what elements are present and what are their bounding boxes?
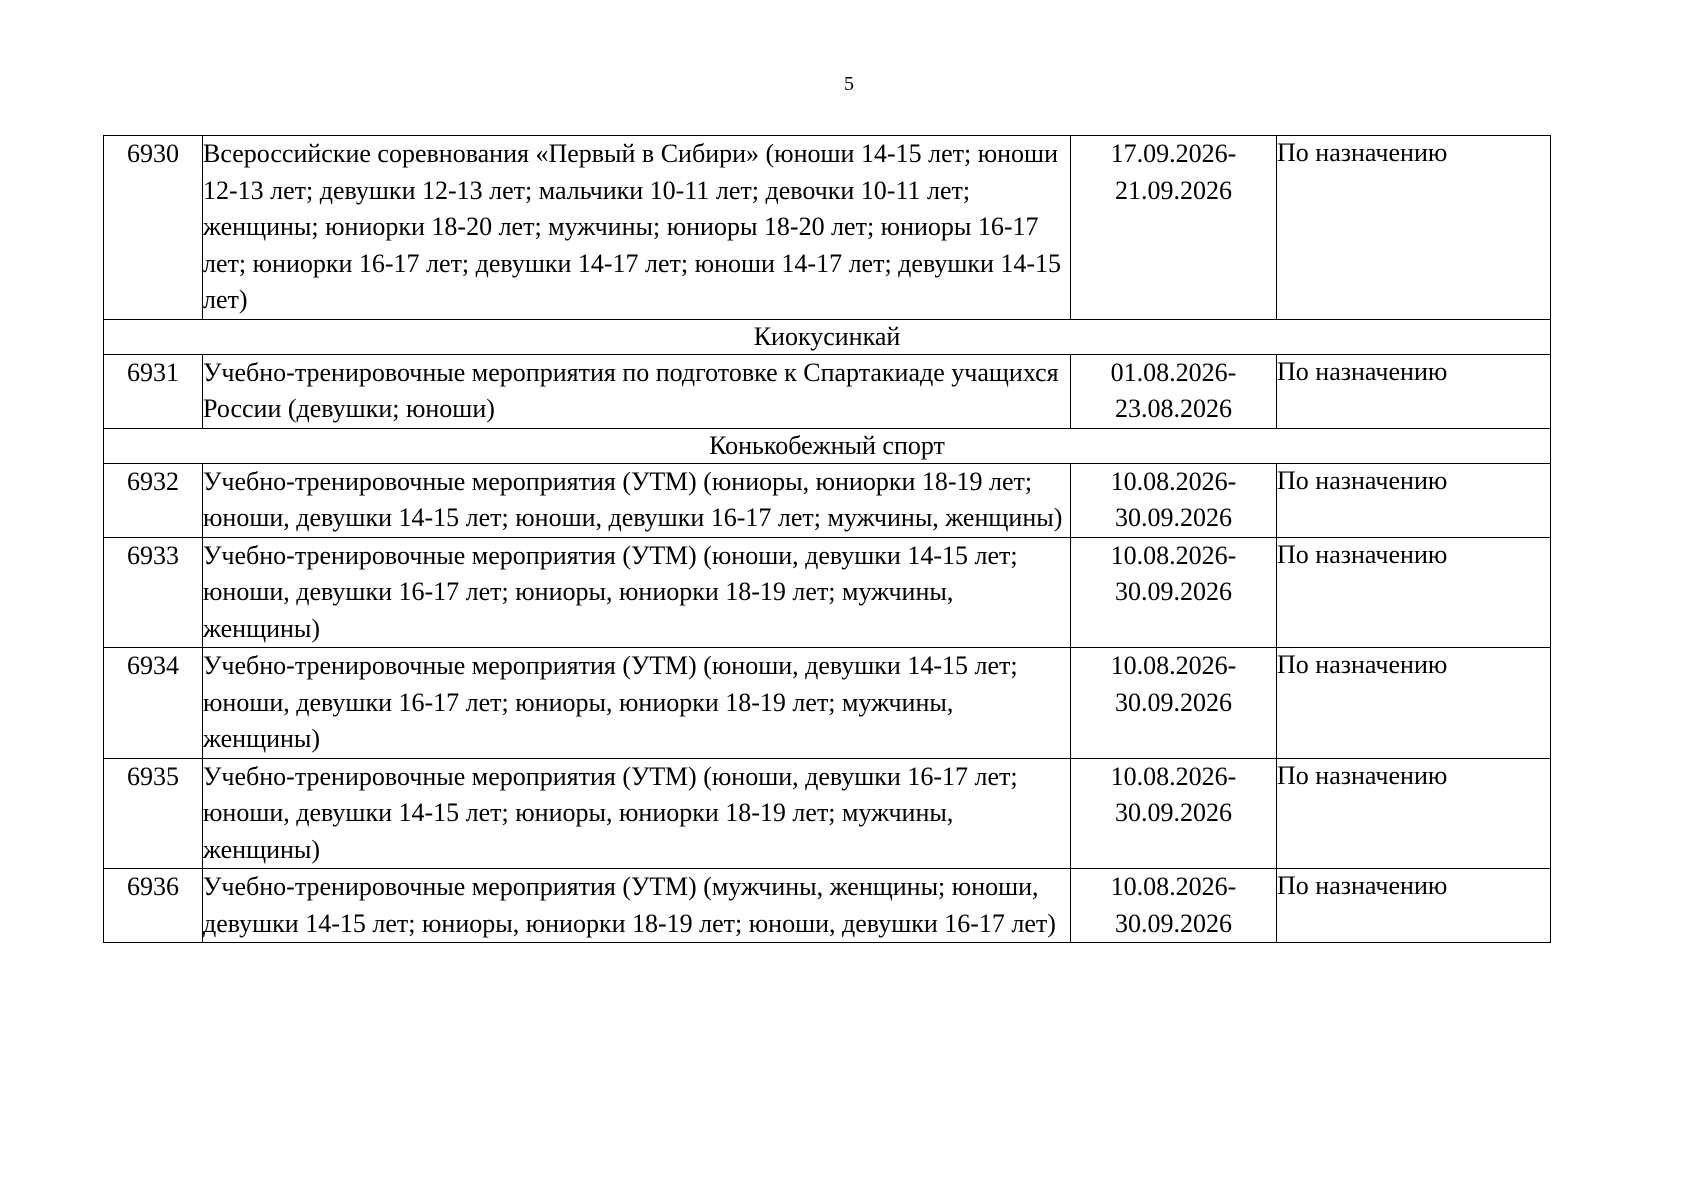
event-description: Учебно-тренировочные мероприятия (УТМ) (юноши, девушки 14-15 лет; юноши, девушки 16-17 лет; юниоры, юниорки 18-19 лет; мужчины, женщины) xyxy=(203,537,1071,648)
event-description: Учебно-тренировочные мероприятия (УТМ) (мужчины, женщины; юноши, девушки 14-15 лет; юниоры, юниорки 18-19 лет; юноши, девушки 16-17 лет) xyxy=(203,869,1071,943)
event-venue: По назначению xyxy=(1277,537,1551,648)
event-date-end: 30.09.2026 xyxy=(1115,503,1232,532)
section-row xyxy=(104,428,1551,463)
event-date-end: 30.09.2026 xyxy=(1115,687,1232,717)
event-description: Всероссийские соревнования «Первый в Сибири» (юноши 14-15 лет; юноши 12-13 лет; девушки 12-13 лет; мальчики 10-11 лет; девочки 10-11 лет; женщины; юниорки 18-20 лет; мужчины; юниоры 18-20 лет; юниоры 16-17 лет; юниорки 16-17 лет; девушки 14-17 лет; юноши 14-17 лет; девушки 14-15 лет) xyxy=(203,136,1071,320)
event-venue: По назначению xyxy=(1277,869,1551,943)
page-number: 5 xyxy=(844,73,854,95)
event-description: Учебно-тренировочные мероприятия (УТМ) (юниоры, юниорки 18-19 лет; юноши, девушки 14-15 лет; юноши, девушки 16-17 лет; мужчины, женщины) xyxy=(203,463,1071,537)
event-number: 6936 xyxy=(104,869,203,943)
event-dates xyxy=(1071,136,1277,320)
table-row xyxy=(104,463,1551,537)
event-date-start: 10.08.2026- xyxy=(1110,540,1237,570)
table-row xyxy=(104,758,1551,869)
event-number: 6934 xyxy=(104,648,203,759)
event-description: Учебно-тренировочные мероприятия (УТМ) (юноши, девушки 14-15 лет; юноши, девушки 16-17 лет; юниоры, юниорки 18-19 лет; мужчины, женщины) xyxy=(203,648,1071,759)
event-dates xyxy=(1071,537,1277,648)
event-date-start: 17.09.2026- xyxy=(1110,139,1237,168)
event-dates xyxy=(1071,869,1277,943)
section-title: Конькобежный спорт xyxy=(104,428,1551,463)
event-number: 6932 xyxy=(104,463,203,537)
event-number: 6931 xyxy=(104,354,203,428)
event-number: 6935 xyxy=(104,758,203,869)
event-date-start: 01.08.2026- xyxy=(1110,357,1237,387)
event-date-end: 23.08.2026 xyxy=(1115,394,1232,423)
event-venue: По назначению xyxy=(1277,758,1551,869)
events-table xyxy=(103,135,1551,943)
event-date-start: 10.08.2026- xyxy=(1110,872,1237,901)
event-date-end: 30.09.2026 xyxy=(1115,577,1232,606)
event-dates xyxy=(1071,648,1277,759)
event-date-end: 30.09.2026 xyxy=(1115,798,1232,827)
event-number: 6930 xyxy=(104,136,203,320)
section-title: Киокусинкай xyxy=(104,319,1551,354)
event-venue: По назначению xyxy=(1277,463,1551,537)
event-description: Учебно-тренировочные мероприятия по подготовке к Спартакиаде учащихся России (девушки; юноши) xyxy=(203,354,1071,428)
table-row xyxy=(104,869,1551,943)
event-venue: По назначению xyxy=(1277,354,1551,428)
event-date-start: 10.08.2026- xyxy=(1110,651,1237,680)
event-dates xyxy=(1071,758,1277,869)
table-row xyxy=(104,136,1551,320)
event-date-start: 10.08.2026- xyxy=(1110,761,1237,791)
event-date-end: 21.09.2026 xyxy=(1115,175,1232,205)
event-venue: По назначению xyxy=(1277,648,1551,759)
event-dates xyxy=(1071,354,1277,428)
table-row xyxy=(104,537,1551,648)
table-row xyxy=(104,648,1551,759)
event-date-start: 10.08.2026- xyxy=(1110,466,1237,496)
event-venue: По назначению xyxy=(1277,136,1551,320)
event-number: 6933 xyxy=(104,537,203,648)
event-dates xyxy=(1071,463,1277,537)
event-date-end: 30.09.2026 xyxy=(1115,908,1232,938)
section-row xyxy=(104,319,1551,354)
event-description: Учебно-тренировочные мероприятия (УТМ) (юноши, девушки 16-17 лет; юноши, девушки 14-15 лет; юниоры, юниорки 18-19 лет; мужчины, женщины) xyxy=(203,758,1071,869)
table-row xyxy=(104,354,1551,428)
